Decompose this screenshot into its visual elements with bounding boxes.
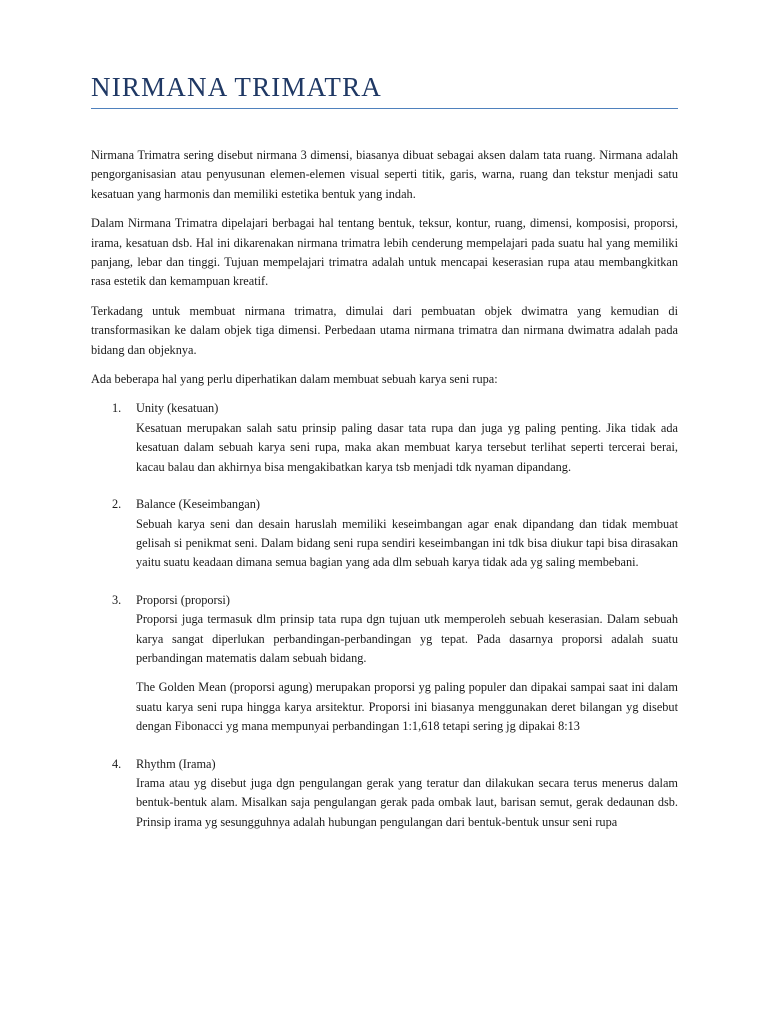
list-item-heading: Balance (Keseimbangan) [136,497,260,512]
list-item-heading: Unity (kesatuan) [136,401,219,416]
list-item-heading: Proporsi (proporsi) [136,592,230,607]
list-item-heading: Rhythm (Irama) [136,756,216,771]
list-number: 1. [112,401,122,416]
list-item-text: Kesatuan merupakan salah satu prinsip paling dasar tata rupa dan juga yg paling penting. Jika tidak ada kesatuan dalam sebuah karya seni rupa, maka akan membuat karya tersebut terlihat seperti tercerai berai, kacau balau dan akhirnya bisa mengakibatkan karya tsb menjadi tdk nyaman dipandang. [136,420,678,474]
list-item-proportion [91,591,678,737]
list-item-unity [91,399,678,477]
paragraph-process: Terkadang untuk membuat nirmana trimatra, dimulai dari pembuatan objek dwimatra yang kemudian di transformasikan ke dalam objek tiga dimensi. Perbedaan utama nirmana trimatra dan nirmana dwimatra adalah pada bidang dan objeknya. [91,303,678,357]
list-item-text: Proporsi juga termasuk dlm prinsip tata rupa dgn tujuan utk memperoleh sebuah keserasian. Dalam sebuah karya sangat diperlukan perbandingan-perbandingan yg tepat. Pada dasarnya proporsi adalah suatu perbandingan matematis dalam sebuah bidang. [136,612,678,665]
document-body [91,146,678,850]
list-number: 4. [112,756,122,771]
page-title: NIRMANA TRIMATRA [91,72,382,102]
list-number: 2. [112,497,122,512]
paragraph-intro: Nirmana Trimatra sering disebut nirmana 3 dimensi, biasanya dibuat sebagai aksen dalam tata ruang. Nirmana adalah pengorganisasian atau penyusunan elemen-elemen visual seperti titik, garis, warna, ruang dan tekstur menjadi satu kesatuan yang harmonis dan memiliki estetika bentuk yang indah. [91,148,678,201]
list-item-text: Sebuah karya seni dan desain haruslah memiliki keseimbangan agar enak dipandang dan tidak membuat gelisah si penikmat seni. Dalam bidang seni rupa sendiri keseimbangan ini tdk bisa diukur tapi bisa dirasakan yaitu suatu keadaan dimana semua bagian yang ada dlm sebuah karya tidak ada yg saling membebani. [136,516,678,570]
title-underline [91,108,678,109]
list-item-rhythm [91,755,678,833]
list-item-balance [91,495,678,573]
list-item-text: Irama atau yg disebut juga dgn pengulangan gerak yang teratur dan dilakukan secara terus menerus dalam bentuk-bentuk alam. Misalkan saja pengulangan gerak pada ombak laut, barisan semut, gerak dedaunan dsb. Prinsip irama yg sesungguhnya adalah hubungan pengulangan dari bentuk-bentuk unsur seni rupa [136,775,678,829]
paragraph-topics: Dalam Nirmana Trimatra dipelajari berbagai hal tentang bentuk, teksur, kontur, ruang, dimensi, komposisi, proporsi, irama, kesatuan dsb. Hal ini dikarenakan nirmana trimatra lebih cenderung mempelajari pada suatu hal yang memiliki panjang, lebar dan tinggi. Tujuan mempelajari trimatra adalah untuk mencapai keserasian rupa atau membangkitkan rasa estetik dan kemampuan kreatif. [91,216,678,289]
list-number: 3. [112,592,122,607]
paragraph-list-intro: Ada beberapa hal yang perlu diperhatikan dalam membuat sebuah karya seni rupa: [91,372,498,387]
principles-list [91,399,678,832]
list-item-text-golden-mean: The Golden Mean (proporsi agung) merupakan proporsi yg paling populer dan dipakai sampai saat ini dalam suatu karya seni rupa hingga karya arsitektur. Proporsi ini biasanya menggunakan deret bilangan yg disebut dengan Fibonacci yg mana mempunyai perbandingan 1:1,618 tetapi sering jg dipakai 8:13 [136,680,678,734]
